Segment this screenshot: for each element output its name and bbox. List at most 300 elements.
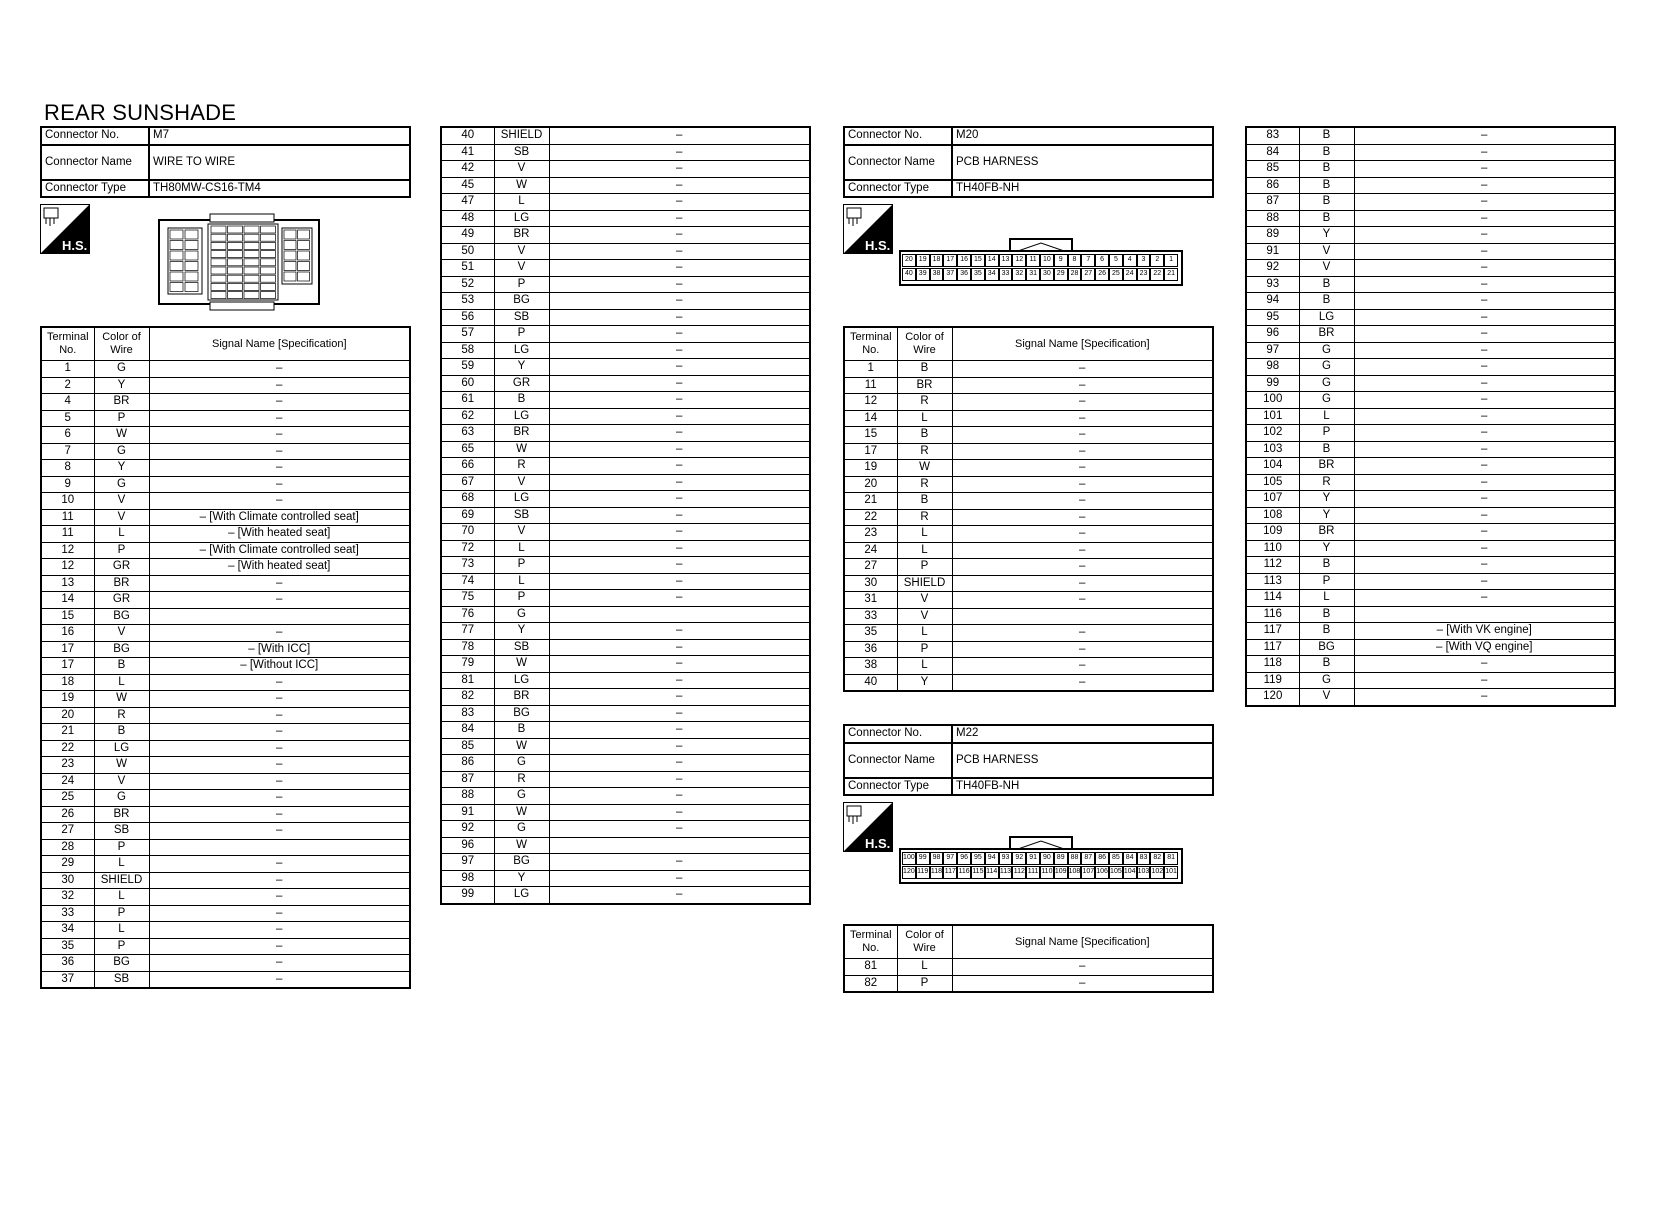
signal-name-cell: –: [549, 243, 810, 260]
wire-color-cell: G: [94, 361, 149, 378]
table-row: [441, 260, 810, 277]
table-row: [1246, 309, 1615, 326]
table-row: [1246, 177, 1615, 194]
pin-cell: 1: [1164, 254, 1178, 267]
wire-color-cell: B: [1299, 276, 1354, 293]
wire-color-cell: W: [494, 804, 549, 821]
pin-cell: 3: [1137, 254, 1151, 267]
signal-name-cell: –: [549, 425, 810, 442]
table-row: [1246, 326, 1615, 343]
signal-name-cell: –: [1354, 590, 1615, 607]
signal-name-cell: –: [549, 689, 810, 706]
table-row: [1246, 458, 1615, 475]
table-row: [41, 856, 410, 873]
wire-color-cell: V: [897, 592, 952, 609]
wire-color-cell: R: [1299, 474, 1354, 491]
signal-name-cell: –: [1354, 573, 1615, 590]
terminal-no-header: Terminal No.: [844, 327, 897, 361]
wire-color-cell: B: [494, 392, 549, 409]
table-row: [41, 377, 410, 394]
terminal-no-cell: 11: [844, 377, 897, 394]
wire-color-cell: P: [94, 839, 149, 856]
pin-cell: 98: [930, 852, 944, 865]
connector-name-label: Connector Name: [844, 145, 952, 180]
terminal-no-cell: 67: [441, 474, 494, 491]
table-row: [441, 227, 810, 244]
wire-color-cell: G: [94, 476, 149, 493]
signal-name-cell: [1354, 606, 1615, 623]
wire-color-cell: GR: [494, 375, 549, 392]
wire-color-cell: BG: [494, 293, 549, 310]
terminal-no-cell: 8: [41, 460, 94, 477]
wire-color-cell: BG: [94, 608, 149, 625]
wire-color-cell: B: [897, 493, 952, 510]
pin-cell: 104: [1123, 866, 1137, 879]
svg-text:H.S.: H.S.: [865, 836, 891, 851]
signal-name-cell: –: [549, 771, 810, 788]
table-row: [1246, 194, 1615, 211]
terminal-no-cell: 42: [441, 161, 494, 178]
wire-color-cell: L: [94, 889, 149, 906]
table-row: [844, 443, 1213, 460]
pin-cell: 27: [1081, 268, 1095, 281]
pin-cell: 8: [1068, 254, 1082, 267]
table-row: [844, 959, 1213, 976]
signal-name-cell: –: [1354, 326, 1615, 343]
wire-color-cell: BR: [494, 689, 549, 706]
terminal-no-cell: 95: [1246, 309, 1299, 326]
connector-type-value: TH40FB-NH: [952, 778, 1213, 796]
terminal-no-cell: 30: [844, 575, 897, 592]
signal-name-cell: [952, 608, 1213, 625]
svg-text:H.S.: H.S.: [865, 238, 891, 253]
wire-color-cell: GR: [94, 559, 149, 576]
connector-m20-diagram: [843, 198, 1214, 326]
terminal-no-cell: 14: [41, 592, 94, 609]
wire-color-cell: B: [1299, 127, 1354, 144]
table-row: [441, 474, 810, 491]
table-row: [1246, 342, 1615, 359]
terminal-no-cell: 21: [844, 493, 897, 510]
pin-cell: 28: [1068, 268, 1082, 281]
terminal-no-cell: 23: [41, 757, 94, 774]
signal-name-cell: –: [149, 460, 410, 477]
signal-name-cell: –: [952, 559, 1213, 576]
terminal-no-cell: 103: [1246, 441, 1299, 458]
table-row: [441, 144, 810, 161]
signal-name-cell: – [With Climate controlled seat]: [149, 542, 410, 559]
pin-cell: 2: [1150, 254, 1164, 267]
signal-name-cell: [549, 837, 810, 854]
terminal-no-cell: 16: [41, 625, 94, 642]
table-row: [844, 410, 1213, 427]
pin-cell: 83: [1137, 852, 1151, 865]
terminal-no-cell: 34: [41, 922, 94, 939]
signal-name-cell: – [With heated seat]: [149, 559, 410, 576]
signal-name-cell: –: [549, 458, 810, 475]
terminal-no-cell: 33: [41, 905, 94, 922]
table-row: [1246, 293, 1615, 310]
terminal-no-cell: 30: [41, 872, 94, 889]
wire-color-cell: L: [494, 540, 549, 557]
connector-m22-pin-table-continued: [1245, 126, 1616, 707]
terminal-no-cell: 35: [844, 625, 897, 642]
signal-name-cell: –: [549, 276, 810, 293]
wire-color-cell: W: [94, 691, 149, 708]
signal-name-cell: –: [1354, 540, 1615, 557]
wire-color-cell: L: [94, 526, 149, 543]
terminal-no-cell: 6: [41, 427, 94, 444]
table-row: [844, 592, 1213, 609]
connector-m22-diagram: [843, 796, 1214, 924]
terminal-no-cell: 45: [441, 177, 494, 194]
wire-color-cell: LG: [494, 887, 549, 904]
table-row: [41, 674, 410, 691]
connector-m20-info: [843, 126, 1214, 198]
signal-name-cell: –: [1354, 210, 1615, 227]
terminal-no-header: Terminal No.: [844, 925, 897, 959]
terminal-no-cell: 32: [41, 889, 94, 906]
pin-cell: 115: [971, 866, 985, 879]
terminal-no-cell: 35: [41, 938, 94, 955]
wire-color-cell: G: [1299, 672, 1354, 689]
wire-color-cell: LG: [1299, 309, 1354, 326]
signal-name-cell: –: [549, 722, 810, 739]
signal-name-cell: –: [952, 975, 1213, 992]
table-row: [1246, 359, 1615, 376]
terminal-no-cell: 82: [844, 975, 897, 992]
connector-name-value: PCB HARNESS: [952, 145, 1213, 180]
signal-name-cell: –: [549, 293, 810, 310]
terminal-no-cell: 109: [1246, 524, 1299, 541]
table-row: [441, 276, 810, 293]
terminal-no-cell: 25: [41, 790, 94, 807]
wire-color-cell: G: [1299, 342, 1354, 359]
pin-cell: 116: [957, 866, 971, 879]
table-row: [41, 361, 410, 378]
pin-cell: 36: [957, 268, 971, 281]
pin-cell: 108: [1068, 866, 1082, 879]
table-row: [1246, 590, 1615, 607]
signal-name-cell: –: [1354, 507, 1615, 524]
pin-cell: 105: [1109, 866, 1123, 879]
signal-name-cell: –: [549, 309, 810, 326]
table-row: [1246, 161, 1615, 178]
wire-color-cell: R: [494, 458, 549, 475]
signal-name-cell: –: [1354, 672, 1615, 689]
terminal-no-cell: 94: [1246, 293, 1299, 310]
terminal-no-cell: 91: [441, 804, 494, 821]
terminal-no-cell: 92: [441, 821, 494, 838]
table-row: [441, 127, 810, 144]
wire-color-cell: G: [494, 788, 549, 805]
wire-color-cell: W: [94, 427, 149, 444]
table-row: [441, 408, 810, 425]
connector-m20-m22-column: [843, 126, 1214, 993]
pin-cell: 91: [1026, 852, 1040, 865]
table-row: [41, 691, 410, 708]
wire-color-cell: Y: [1299, 507, 1354, 524]
signal-name-cell: –: [549, 392, 810, 409]
signal-name-cell: –: [1354, 260, 1615, 277]
terminal-no-cell: 83: [441, 705, 494, 722]
pin-cell: 110: [1040, 866, 1054, 879]
wire-color-cell: LG: [494, 408, 549, 425]
pin-cell: 107: [1081, 866, 1095, 879]
table-row: [441, 623, 810, 640]
pin-cell: 26: [1095, 268, 1109, 281]
pin-cell: 109: [1054, 866, 1068, 879]
wire-color-cell: L: [897, 625, 952, 642]
table-row: [41, 889, 410, 906]
terminal-no-cell: 102: [1246, 425, 1299, 442]
pin-cell: 97: [943, 852, 957, 865]
signal-name-cell: –: [1354, 276, 1615, 293]
wire-color-cell: BG: [94, 641, 149, 658]
table-row: [844, 641, 1213, 658]
connector-no-label: Connector No.: [844, 725, 952, 743]
wire-color-cell: B: [1299, 177, 1354, 194]
wire-color-cell: V: [1299, 243, 1354, 260]
table-row: [41, 806, 410, 823]
wire-color-cell: B: [1299, 557, 1354, 574]
wire-color-cell: V: [94, 493, 149, 510]
wire-color-cell: L: [1299, 408, 1354, 425]
table-row: [441, 672, 810, 689]
wire-color-cell: BR: [94, 575, 149, 592]
terminal-no-cell: 119: [1246, 672, 1299, 689]
color-of-wire-header: Color of Wire: [94, 327, 149, 361]
table-row: [441, 293, 810, 310]
terminal-no-header: Terminal No.: [41, 327, 94, 361]
signal-name-cell: – [With Climate controlled seat]: [149, 509, 410, 526]
wire-color-cell: SB: [94, 971, 149, 988]
terminal-no-cell: 84: [1246, 144, 1299, 161]
connector-name-value: PCB HARNESS: [952, 743, 1213, 778]
terminal-no-cell: 113: [1246, 573, 1299, 590]
terminal-no-cell: 118: [1246, 656, 1299, 673]
terminal-no-cell: 56: [441, 309, 494, 326]
table-row: [844, 975, 1213, 992]
signal-name-cell: –: [149, 872, 410, 889]
pin-cell: 94: [985, 852, 999, 865]
hs-harness-side-icon: [843, 802, 893, 852]
table-row: [1246, 144, 1615, 161]
signal-name-cell: –: [149, 922, 410, 939]
table-row: [41, 559, 410, 576]
table-row: [441, 656, 810, 673]
table-row: [1246, 557, 1615, 574]
signal-name-cell: –: [149, 790, 410, 807]
signal-name-cell: –: [952, 625, 1213, 642]
signal-name-cell: –: [952, 377, 1213, 394]
connector-no-label: Connector No.: [41, 127, 149, 145]
connector-type-label: Connector Type: [844, 180, 952, 198]
terminal-no-cell: 27: [844, 559, 897, 576]
table-row: [1246, 260, 1615, 277]
terminal-no-cell: 18: [41, 674, 94, 691]
wire-color-cell: B: [1299, 656, 1354, 673]
pin-cell: 4: [1123, 254, 1137, 267]
pin-cell: 40: [902, 268, 916, 281]
wire-color-cell: G: [1299, 359, 1354, 376]
wire-color-cell: G: [94, 443, 149, 460]
table-row: [41, 724, 410, 741]
signal-name-cell: –: [549, 623, 810, 640]
signal-name-cell: –: [149, 806, 410, 823]
terminal-no-cell: 72: [441, 540, 494, 557]
wire-color-cell: BG: [94, 955, 149, 972]
wire-color-cell: B: [94, 658, 149, 675]
pin-cell: 11: [1026, 254, 1040, 267]
table-row: [441, 557, 810, 574]
terminal-no-cell: 81: [844, 959, 897, 976]
terminal-no-cell: 65: [441, 441, 494, 458]
connector-m22-info: [843, 724, 1214, 796]
table-row: [1246, 606, 1615, 623]
connector-type-value: TH80MW-CS16-TM4: [149, 180, 410, 198]
wire-color-cell: SB: [494, 639, 549, 656]
wire-color-cell: V: [1299, 689, 1354, 706]
table-row: [1246, 540, 1615, 557]
pin-cell: 88: [1068, 852, 1082, 865]
terminal-no-cell: 75: [441, 590, 494, 607]
wire-color-cell: L: [897, 410, 952, 427]
pin-cell: 85: [1109, 852, 1123, 865]
pin-cell: 87: [1081, 852, 1095, 865]
terminal-no-cell: 96: [1246, 326, 1299, 343]
terminal-no-cell: 33: [844, 608, 897, 625]
terminal-no-cell: 85: [1246, 161, 1299, 178]
pin-cell: 89: [1054, 852, 1068, 865]
terminal-no-cell: 59: [441, 359, 494, 376]
pin-cell: 90: [1040, 852, 1054, 865]
wire-color-cell: BG: [1299, 639, 1354, 656]
wire-color-cell: P: [94, 938, 149, 955]
pin-cell: 93: [999, 852, 1013, 865]
table-row: [41, 740, 410, 757]
wire-color-cell: G: [1299, 392, 1354, 409]
terminal-no-cell: 38: [844, 658, 897, 675]
terminal-no-cell: 92: [1246, 260, 1299, 277]
terminal-no-cell: 81: [441, 672, 494, 689]
wire-color-cell: BR: [1299, 326, 1354, 343]
terminal-no-cell: 41: [441, 144, 494, 161]
signal-name-cell: –: [149, 427, 410, 444]
terminal-no-cell: 50: [441, 243, 494, 260]
table-row: [844, 476, 1213, 493]
wire-color-cell: P: [897, 975, 952, 992]
signal-name-cell: –: [952, 427, 1213, 444]
terminal-no-cell: 27: [41, 823, 94, 840]
terminal-no-cell: 99: [441, 887, 494, 904]
pin-cell: 106: [1095, 866, 1109, 879]
signal-name-cell: –: [149, 740, 410, 757]
signal-name-cell: –: [149, 955, 410, 972]
pin-cell: 38: [930, 268, 944, 281]
signal-name-cell: –: [549, 474, 810, 491]
table-row: [1246, 689, 1615, 706]
table-row: [41, 839, 410, 856]
wire-color-cell: W: [494, 441, 549, 458]
table-row: [441, 738, 810, 755]
connector-m7-column: [40, 126, 411, 989]
wire-color-cell: B: [897, 361, 952, 378]
terminal-no-cell: 13: [41, 575, 94, 592]
table-row: [41, 427, 410, 444]
terminal-no-cell: 40: [441, 127, 494, 144]
terminal-no-cell: 97: [441, 854, 494, 871]
wire-color-cell: G: [1299, 375, 1354, 392]
terminal-no-cell: 91: [1246, 243, 1299, 260]
pin-cell: 21: [1164, 268, 1178, 281]
signal-name-cell: –: [952, 674, 1213, 691]
terminal-no-cell: 22: [844, 509, 897, 526]
signal-name-cell: –: [952, 476, 1213, 493]
pin-cell: 119: [916, 866, 930, 879]
wire-color-cell: B: [1299, 293, 1354, 310]
wire-color-cell: BR: [94, 394, 149, 411]
terminal-no-cell: 15: [844, 427, 897, 444]
table-row: [41, 955, 410, 972]
table-row: [844, 493, 1213, 510]
signal-name-cell: [149, 608, 410, 625]
table-row: [441, 458, 810, 475]
signal-name-cell: –: [1354, 375, 1615, 392]
table-row: [41, 575, 410, 592]
table-row: [41, 971, 410, 988]
signal-name-cell: –: [1354, 474, 1615, 491]
wire-color-cell: SB: [494, 507, 549, 524]
table-row: [41, 592, 410, 609]
terminal-no-cell: 58: [441, 342, 494, 359]
signal-name-cell: –: [1354, 441, 1615, 458]
table-row: [844, 377, 1213, 394]
signal-name-cell: –: [549, 491, 810, 508]
wire-color-cell: SB: [494, 144, 549, 161]
table-row: [441, 590, 810, 607]
table-row: [41, 905, 410, 922]
signal-name-cell: [149, 839, 410, 856]
terminal-no-cell: 87: [1246, 194, 1299, 211]
signal-name-cell: –: [952, 410, 1213, 427]
signal-name-cell: –: [149, 410, 410, 427]
signal-name-cell: –: [1354, 177, 1615, 194]
wire-color-cell: V: [494, 161, 549, 178]
terminal-no-cell: 12: [844, 394, 897, 411]
wire-color-cell: P: [1299, 573, 1354, 590]
connector-no-value: M7: [149, 127, 410, 145]
wire-color-cell: L: [94, 856, 149, 873]
table-row: [1246, 408, 1615, 425]
wire-color-cell: B: [1299, 144, 1354, 161]
signal-name-cell: –: [549, 672, 810, 689]
pin-cell: 95: [971, 852, 985, 865]
terminal-no-cell: 53: [441, 293, 494, 310]
signal-name-cell: –: [549, 755, 810, 772]
terminal-no-cell: 40: [844, 674, 897, 691]
terminal-no-cell: 2: [41, 377, 94, 394]
signal-name-cell: –: [149, 889, 410, 906]
signal-name-cell: –: [549, 821, 810, 838]
pin-cell: 103: [1137, 866, 1151, 879]
signal-name-cell: –: [149, 575, 410, 592]
connector-type-label: Connector Type: [41, 180, 149, 198]
signal-name-cell: –: [549, 507, 810, 524]
signal-name-cell: –: [1354, 656, 1615, 673]
terminal-no-cell: 37: [41, 971, 94, 988]
wire-color-cell: BR: [1299, 458, 1354, 475]
